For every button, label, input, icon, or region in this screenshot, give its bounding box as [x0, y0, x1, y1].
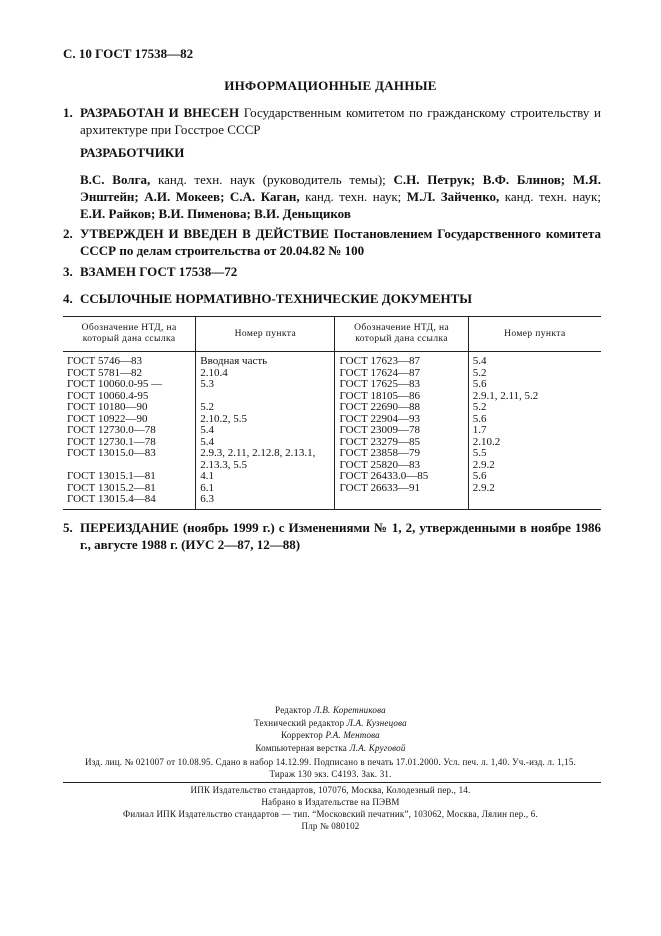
- item-1: [63, 104, 601, 138]
- ntd-designation-cell: ГОСТ 12730.0—78: [67, 424, 156, 436]
- page-header: С. 10 ГОСТ 17538—82: [63, 46, 194, 61]
- clause-number-cell: 5.6: [468, 471, 601, 483]
- clause-number-cell: 2.9.2: [468, 483, 601, 495]
- column-header: Номер пункта: [468, 317, 601, 352]
- author-name: М.Л. Зайченко,: [406, 189, 500, 204]
- item-3: [63, 263, 601, 280]
- column-header: Обозначение НТД, на который дана ссылка: [335, 317, 468, 352]
- clause-number-cell: 5.6: [468, 379, 601, 391]
- author-role: канд. техн. наук;: [499, 189, 601, 204]
- ntd-designation-cell: ГОСТ 10060.4-95: [67, 389, 149, 402]
- ntd-designation-cell: ГОСТ 5746—83: [67, 355, 142, 367]
- ntd-designation-cell: ГОСТ 17625—83: [335, 379, 468, 391]
- ntd-designation-cell: ГОСТ 23279—85: [335, 437, 468, 449]
- table-row: [63, 402, 601, 414]
- ntd-designation-cell: ГОСТ 13015.0—83: [67, 447, 156, 459]
- ntd-designation-cell: ГОСТ 23009—78: [335, 425, 468, 437]
- clause-number-cell: 6.3: [196, 494, 335, 509]
- ntd-designation-cell: ГОСТ 17624—87: [335, 368, 468, 380]
- column-header: Номер пункта: [196, 317, 335, 352]
- author-name: Е.И. Райков; В.И. Пименова; В.И. Деньщиков: [80, 206, 351, 221]
- clause-number-cell: 5.2: [468, 402, 601, 414]
- ntd-designation-cell: ГОСТ 10060.0-95 —: [67, 378, 163, 390]
- divider: [63, 782, 601, 783]
- tech-editor-line: Технический редактор Л.А. Кузнецова: [254, 717, 407, 728]
- ntd-designation-cell: ГОСТ 17623—87: [335, 352, 468, 368]
- clause-number-cell: 5.3: [196, 379, 335, 391]
- ntd-designation-cell: ГОСТ 12730.1—78: [67, 435, 156, 448]
- corrector-name: Р.А. Ментова: [325, 730, 380, 740]
- clause-number-cell: 5.2: [196, 402, 335, 414]
- item-3-text: ВЗАМЕН ГОСТ 17538—72: [80, 264, 238, 279]
- ntd-designation-cell: ГОСТ 23858—79: [335, 448, 468, 460]
- table-row: [63, 448, 601, 460]
- developers-list: [80, 171, 601, 222]
- clause-number-cell: 4.1: [196, 471, 335, 483]
- developers-heading: РАЗРАБОТЧИКИ: [80, 145, 185, 160]
- item-5: [63, 519, 601, 553]
- item-2-lead: УТВЕРЖДЕН И ВВЕДЕН В ДЕЙСТВИЕ: [80, 226, 329, 241]
- table-row: [63, 471, 601, 483]
- clause-number-cell: 5.2: [468, 368, 601, 380]
- column-header: Обозначение НТД, на который дана ссылка: [63, 317, 196, 352]
- item-number: 3.: [63, 264, 73, 279]
- clause-number-cell: Вводная часть: [196, 352, 335, 368]
- item-2: [63, 225, 601, 259]
- clause-number-cell: 5.5: [468, 448, 601, 460]
- clause-number-cell: 2.9.1, 2.11, 5.2: [468, 391, 601, 403]
- item-2-text: Постановлением Государственного комитета СССР по делам строительства от 20.04.82 № 100: [80, 226, 601, 258]
- editorial-credits: [0, 704, 661, 754]
- editor-line: Редактор Л.В. Коретникова: [275, 705, 386, 715]
- clause-number-cell: 2.9.3, 2.11, 2.12.8, 2.13.1,: [196, 448, 335, 460]
- publisher-line-4: Плр № 080102: [301, 821, 360, 831]
- layout-name: Л.А. Круговой: [349, 742, 406, 753]
- clause-number-cell: 2.10.4: [196, 368, 335, 380]
- clause-number-cell: 2.10.2: [468, 437, 601, 449]
- ntd-designation-cell: ГОСТ 10180—90: [67, 401, 148, 413]
- author-name: В.С. Волга,: [80, 172, 151, 187]
- tech-editor-name: Л.А. Кузнецова: [346, 717, 407, 728]
- clause-number-cell: 5.4: [468, 352, 601, 368]
- table-row: [63, 379, 601, 391]
- author-role: канд. техн. наук (руководитель темы);: [150, 172, 394, 187]
- ntd-designation-cell: ГОСТ 26633—91: [335, 483, 468, 495]
- publisher-line-3: Филиал ИПК Издательство стандартов — тип. “Московский печатник”, 103062, Москва, Лялин пер., 6.: [123, 809, 538, 819]
- author-name: С.Н. Петрук; В.Ф. Блинов; М.Я. Энштейн; А.И. Мокеев; С.А. Каган,: [80, 172, 601, 204]
- ntd-designation-cell: ГОСТ 22690—88: [335, 402, 468, 414]
- table-header-row: [63, 317, 601, 352]
- clause-number-cell: 2.13.3, 5.5: [196, 460, 335, 472]
- table-row: [63, 352, 601, 368]
- clause-number-cell: 2.9.2: [468, 460, 601, 472]
- print-details: [0, 756, 661, 780]
- item-number: 4.: [63, 291, 73, 306]
- author-role: канд. техн. наук;: [299, 189, 407, 204]
- ntd-designation-cell: ГОСТ 13015.2—81: [67, 481, 156, 494]
- clause-number-cell: 5.6: [468, 414, 601, 426]
- layout-line: Компьютерная верстка Л.А. Круговой: [255, 742, 406, 753]
- item-5-text: ПЕРЕИЗДАНИЕ (ноябрь 1999 г.) с Изменениями № 1, 2, утвержденными в ноябре 1986 г., августе 1988 г. (ИУС 2—87, 12—88): [80, 520, 601, 552]
- ntd-designation-cell: ГОСТ 25820—83: [335, 460, 468, 472]
- item-4-text: ССЫЛОЧНЫЕ НОРМАТИВНО-ТЕХНИЧЕСКИЕ ДОКУМЕНТЫ: [80, 291, 473, 306]
- print-line-2: Тираж 130 экз. С4193. Зак. 31.: [269, 769, 392, 779]
- corrector-line: Корректор Р.А. Ментова: [281, 730, 380, 740]
- ntd-designation-cell: ГОСТ 22904—93: [335, 414, 468, 426]
- section-title: ИНФОРМАЦИОННЫЕ ДАННЫЕ: [224, 78, 437, 93]
- clause-number-cell: 1.7: [468, 425, 601, 437]
- publisher-line-2: Набрано в Издательстве на ПЭВМ: [261, 797, 400, 807]
- item-number: 5.: [63, 520, 73, 535]
- editor-name: Л.В. Коретникова: [313, 705, 386, 715]
- table-row: [63, 425, 601, 437]
- item-1-text: Государственным комитетом по гражданскому строительству и архитектуре при Госстрое СССР: [80, 105, 601, 137]
- ntd-designation-cell: ГОСТ 5781—82: [67, 366, 142, 379]
- ntd-designation-cell: ГОСТ 18105—86: [335, 391, 468, 403]
- references-table: [63, 316, 601, 510]
- ntd-designation-cell: ГОСТ 10922—90: [67, 412, 148, 425]
- print-line-1: Изд. лиц. № 021007 от 10.08.95. Сдано в набор 14.12.99. Подписано в печать 17.01.2000. Усл. печ. л. 1,40. Уч.-изд. л. 1,15.: [85, 757, 576, 767]
- clause-number-cell: 5.4: [196, 425, 335, 437]
- table-body: [63, 352, 601, 510]
- ntd-designation-cell: ГОСТ 13015.1—81: [67, 470, 156, 482]
- item-1-lead: РАЗРАБОТАН И ВНЕСЕН: [80, 105, 240, 120]
- table-row: [63, 494, 601, 509]
- clause-number-cell: [468, 494, 601, 509]
- item-number: 1.: [63, 105, 73, 120]
- clause-number-cell: [196, 391, 335, 403]
- ntd-designation-cell: ГОСТ 13015.4—84: [63, 494, 196, 509]
- publisher-line-1: ИПК Издательство стандартов, 107076, Москва, Колодезный пер., 14.: [190, 785, 471, 795]
- clause-number-cell: 5.4: [196, 437, 335, 449]
- ntd-designation-cell: ГОСТ 26433.0—85: [335, 471, 468, 483]
- clause-number-cell: 2.10.2, 5.5: [196, 414, 335, 426]
- item-4: [63, 290, 601, 307]
- clause-number-cell: 6.1: [196, 483, 335, 495]
- item-number: 2.: [63, 226, 73, 241]
- publisher-info: [0, 784, 661, 832]
- ntd-designation-cell: [335, 494, 468, 509]
